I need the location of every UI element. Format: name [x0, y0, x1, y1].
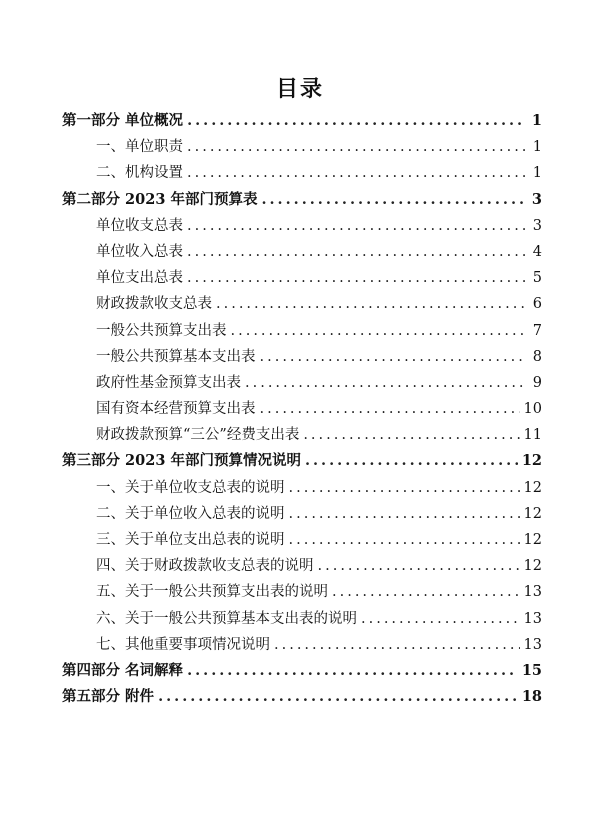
toc-item[interactable]	[62, 161, 542, 187]
toc-page-number: 4	[532, 243, 542, 260]
toc-page-number: 12	[521, 452, 542, 470]
toc-section[interactable]	[62, 449, 542, 475]
toc-item[interactable]	[62, 292, 542, 318]
toc-item[interactable]	[62, 554, 542, 580]
toc-page-number: 12	[523, 505, 542, 522]
toc-label: 一、关于单位收支总表的说明	[96, 479, 285, 496]
toc-item[interactable]	[62, 423, 542, 449]
toc-page-number: 9	[532, 374, 542, 391]
toc-label: 国有资本经营预算支出表	[96, 401, 256, 418]
toc-label: 一般公共预算基本支出表	[96, 348, 256, 365]
toc-label: 单位支出总表	[96, 270, 183, 287]
dot-leader	[303, 427, 519, 443]
toc-label: 一般公共预算支出表	[96, 322, 227, 339]
toc-label: 第五部分 附件	[62, 688, 155, 706]
toc-label: 七、其他重要事项情况说明	[96, 636, 270, 653]
toc-item[interactable]	[62, 580, 542, 606]
toc-item[interactable]	[62, 502, 542, 528]
dot-leader	[289, 480, 520, 496]
toc-label: 财政拨款收支总表	[96, 296, 212, 313]
toc-item[interactable]	[62, 135, 542, 161]
table-of-contents	[62, 109, 542, 711]
toc-label: 第二部分 2023 年部门预算表	[62, 190, 258, 208]
dot-leader	[318, 558, 520, 574]
toc-item[interactable]	[62, 607, 542, 633]
dot-leader	[231, 323, 527, 339]
toc-section[interactable]	[62, 685, 542, 711]
toc-label: 二、机构设置	[96, 165, 183, 182]
toc-label: 三、关于单位支出总表的说明	[96, 532, 285, 548]
toc-page-number: 11	[523, 427, 542, 444]
dot-leader	[158, 688, 518, 705]
toc-page-number: 1	[531, 112, 542, 129]
toc-item[interactable]	[62, 397, 542, 423]
dot-leader	[361, 611, 520, 627]
dot-leader	[187, 165, 526, 181]
toc-page-number: 12	[523, 532, 542, 548]
toc-label: 五、关于一般公共预算支出表的说明	[96, 584, 328, 601]
toc-item[interactable]	[62, 528, 542, 554]
toc-section[interactable]	[62, 659, 542, 685]
toc-page-number: 18	[521, 688, 542, 706]
dot-leader	[289, 532, 520, 548]
toc-label: 第四部分 名词解释	[62, 661, 184, 679]
dot-leader	[274, 637, 520, 653]
toc-page-number: 12	[523, 479, 542, 496]
toc-label: 财政拨款预算“三公”经费支出表	[96, 427, 300, 444]
dot-leader	[245, 375, 526, 391]
dot-leader	[261, 191, 526, 208]
toc-page-number: 12	[523, 558, 542, 575]
toc-page-number: 13	[523, 584, 542, 601]
toc-page-number: 8	[532, 348, 542, 365]
toc-item[interactable]	[62, 214, 542, 240]
dot-leader	[187, 112, 526, 129]
toc-page-number: 15	[521, 661, 542, 679]
toc-page-number: 10	[523, 401, 542, 418]
toc-item[interactable]	[62, 266, 542, 292]
dot-leader	[260, 349, 527, 365]
toc-item[interactable]	[62, 371, 542, 397]
toc-item[interactable]	[62, 319, 542, 345]
toc-label: 一、单位职责	[96, 139, 183, 156]
dot-leader	[289, 506, 520, 522]
dot-leader	[187, 244, 526, 260]
toc-label: 第三部分 2023 年部门预算情况说明	[62, 452, 301, 470]
dot-leader	[305, 452, 518, 469]
toc-page-number: 1	[532, 139, 542, 156]
toc-item[interactable]	[62, 476, 542, 502]
toc-label: 单位收入总表	[96, 243, 183, 260]
dot-leader	[332, 584, 520, 600]
toc-page-number: 13	[523, 610, 542, 627]
toc-page-number: 6	[532, 296, 542, 313]
toc-page-number: 13	[523, 636, 542, 653]
toc-item[interactable]	[62, 345, 542, 371]
toc-item[interactable]	[62, 633, 542, 659]
dot-leader	[187, 139, 526, 155]
toc-section[interactable]	[62, 188, 542, 214]
dot-leader	[187, 662, 518, 679]
toc-page-number: 5	[532, 270, 542, 287]
toc-page-number: 1	[532, 165, 542, 182]
toc-label: 六、关于一般公共预算基本支出表的说明	[96, 610, 357, 627]
toc-label: 单位收支总表	[96, 217, 183, 234]
toc-page-number: 7	[532, 322, 542, 339]
dot-leader	[260, 401, 520, 417]
toc-section[interactable]	[62, 109, 542, 135]
toc-item[interactable]	[62, 240, 542, 266]
toc-label: 政府性基金预算支出表	[96, 374, 241, 391]
toc-label: 第一部分 单位概况	[62, 112, 184, 129]
dot-leader	[216, 296, 526, 312]
toc-label: 二、关于单位收入总表的说明	[96, 505, 285, 522]
toc-page-number: 3	[531, 190, 542, 208]
page-title: 目录	[275, 77, 324, 102]
dot-leader	[187, 218, 526, 234]
dot-leader	[187, 270, 526, 286]
toc-page-number: 3	[532, 217, 542, 234]
toc-label: 四、关于财政拨款收支总表的说明	[96, 558, 314, 575]
